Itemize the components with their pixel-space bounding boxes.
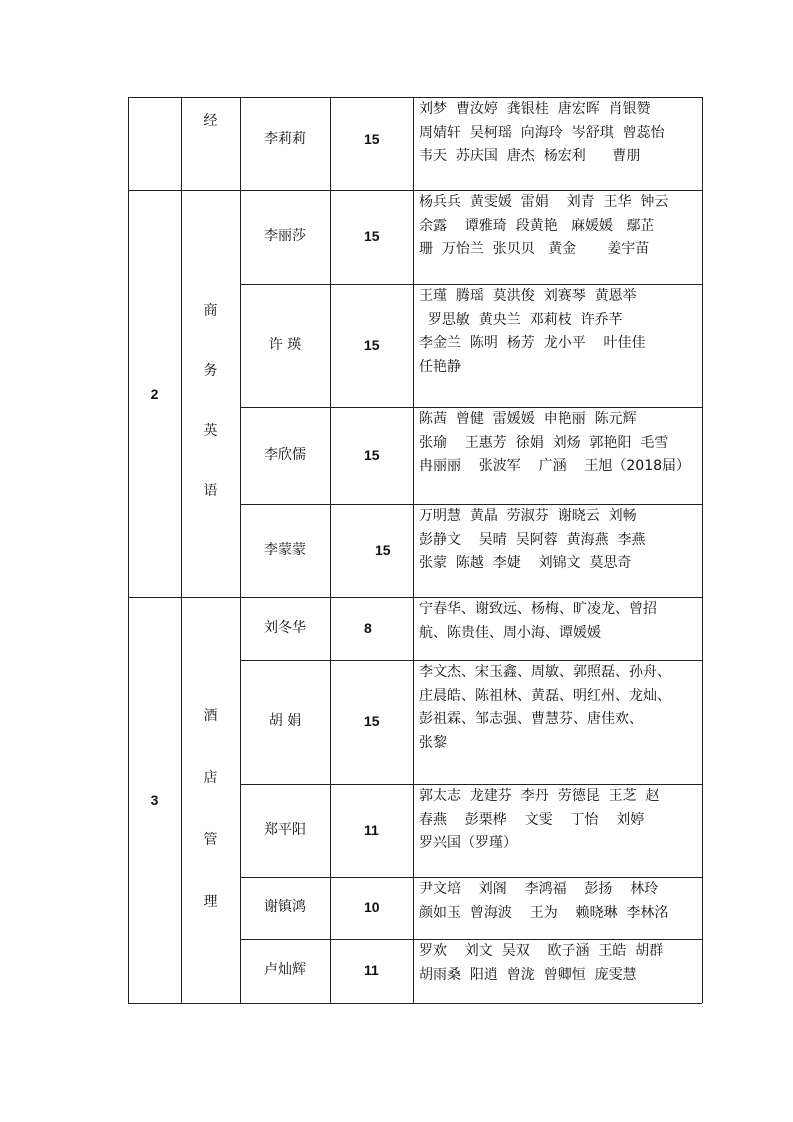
student-names-line: 张黎 [419,734,447,751]
student-names-line: 彭祖霖、邹志强、曹慧芬、唐佳欢、 [419,711,643,727]
major-char: 商 [203,303,218,319]
student-names [419,878,668,925]
major-char: 店 [203,770,218,786]
student-names-line: 韦天 苏庆国 唐杰 杨宏利 曹朋 [419,148,641,164]
teacher-name: 胡 娟 [268,713,302,729]
student-names-line: 陈茜 曾健 雷媛媛 申艳丽 陈元辉 [419,411,637,427]
student-count: 15 [375,541,391,558]
student-count: 15 [364,228,380,244]
teacher-name: 郑平阳 [264,821,306,838]
student-names-line: 张瑜 王惠芳 徐娟 刘炀 郭艳阳 毛雪 [419,434,669,451]
major-char: 务 [203,363,218,379]
student-names [419,98,665,169]
teacher-name: 李蒙蒙 [264,541,306,558]
student-names-line: 罗欢 刘文 吴双 欧子涵 王皓 胡群 [419,943,664,959]
student-names-line: 张蒙 陈越 李婕 刘锦文 莫思奇 [419,555,632,571]
student-names-line: 春燕 彭栗桦 文雯 丁怡 刘婷 [419,811,645,828]
student-names-line: 珊 万怡兰 张贝贝 黄金 姜宇苗 [419,241,650,257]
student-names-line: 杨兵兵 黄雯媛 雷娟 刘青 王华 钟云 [419,194,669,210]
teacher-name: 李欣儒 [264,446,306,463]
student-names-line: 刘梦 曹汝婷 龚银桂 唐宏晖 肖银赞 [419,101,651,117]
student-names-line: 航、陈贵佳、周小海、谭媛媛 [419,624,601,641]
student-count: 8 [364,619,372,636]
student-count: 15 [364,713,380,729]
student-names-line: 李金兰 陈明 杨芳 龙小平 叶佳佳 [419,335,646,351]
student-names-line: 颜如玉 曾海波 王为 赖晓琳 李林洺 [419,904,669,921]
major-char: 酒 [203,708,218,724]
teacher-name: 谢镇鸿 [264,899,306,915]
major-char: 语 [203,483,218,499]
student-names-line: 罗兴国（罗瑾） [419,835,517,851]
student-names-line: 尹文培 刘阁 李鸿福 彭扬 林玲 [419,881,659,897]
student-names-line: 冉丽丽 张波军 广涵 王旭（2018届） [419,458,691,474]
student-count: 11 [364,821,379,838]
major-char: 管 [203,832,218,848]
student-count: 15 [364,336,380,353]
student-names-line: 余露 谭雅琦 段黄艳 麻媛媛 鄢芷 [419,217,655,234]
student-count: 10 [364,899,380,915]
major-char: 英 [203,423,218,439]
student-names-line: 庄晨皓、陈祖林、黄磊、明红州、龙灿、 [419,687,671,704]
student-names-line: 万明慧 黄晶 劳淑芬 谢晓云 刘畅 [419,508,637,524]
student-names-line: 李文杰、宋玉鑫、周敏、郭照磊、孙舟、 [419,664,671,680]
major-char: 理 [203,894,218,910]
student-names [419,408,690,479]
student-names-line: 任艳静 [419,358,461,375]
student-count: 15 [364,446,380,463]
teacher-name: 李莉莉 [264,131,306,147]
group-index: 3 [150,792,159,808]
student-names [419,661,671,755]
major-char: 经 [203,113,218,129]
teacher-name: 许 瑛 [268,336,302,353]
student-names-line: 彭静文 吴晴 吴阿蓉 黄海燕 李燕 [419,531,646,548]
student-names-line: 王瑾 腾瑶 莫洪俊 刘赛琴 黄恩举 [419,288,637,304]
student-count: 11 [364,962,379,978]
student-names-line: 宁春华、谢致远、杨梅、旷凌龙、曾招 [419,601,657,617]
student-names-line: 周婧轩 吴柯瑶 向海玲 岑舒琪 曾蕊怡 [419,124,665,141]
student-names-line: 郭太志 龙建芬 李丹 劳德昆 王芝 赵 [419,788,660,804]
student-count: 15 [364,131,380,147]
student-names [419,505,646,576]
teacher-name: 卢灿辉 [264,962,306,978]
student-names [419,285,646,379]
student-names-line: 胡雨桑 阳逍 曾泷 曾卿恒 庞雯慧 [419,966,637,983]
teacher-name: 刘冬华 [264,619,306,636]
student-names-line: 罗思敏 黄央兰 邓莉枝 许乔芊 [419,311,623,328]
student-names [419,785,660,856]
group-index: 2 [150,385,159,402]
student-names [419,940,663,987]
teacher-name: 李丽莎 [264,228,306,244]
student-names [419,598,657,645]
student-names [419,191,668,262]
